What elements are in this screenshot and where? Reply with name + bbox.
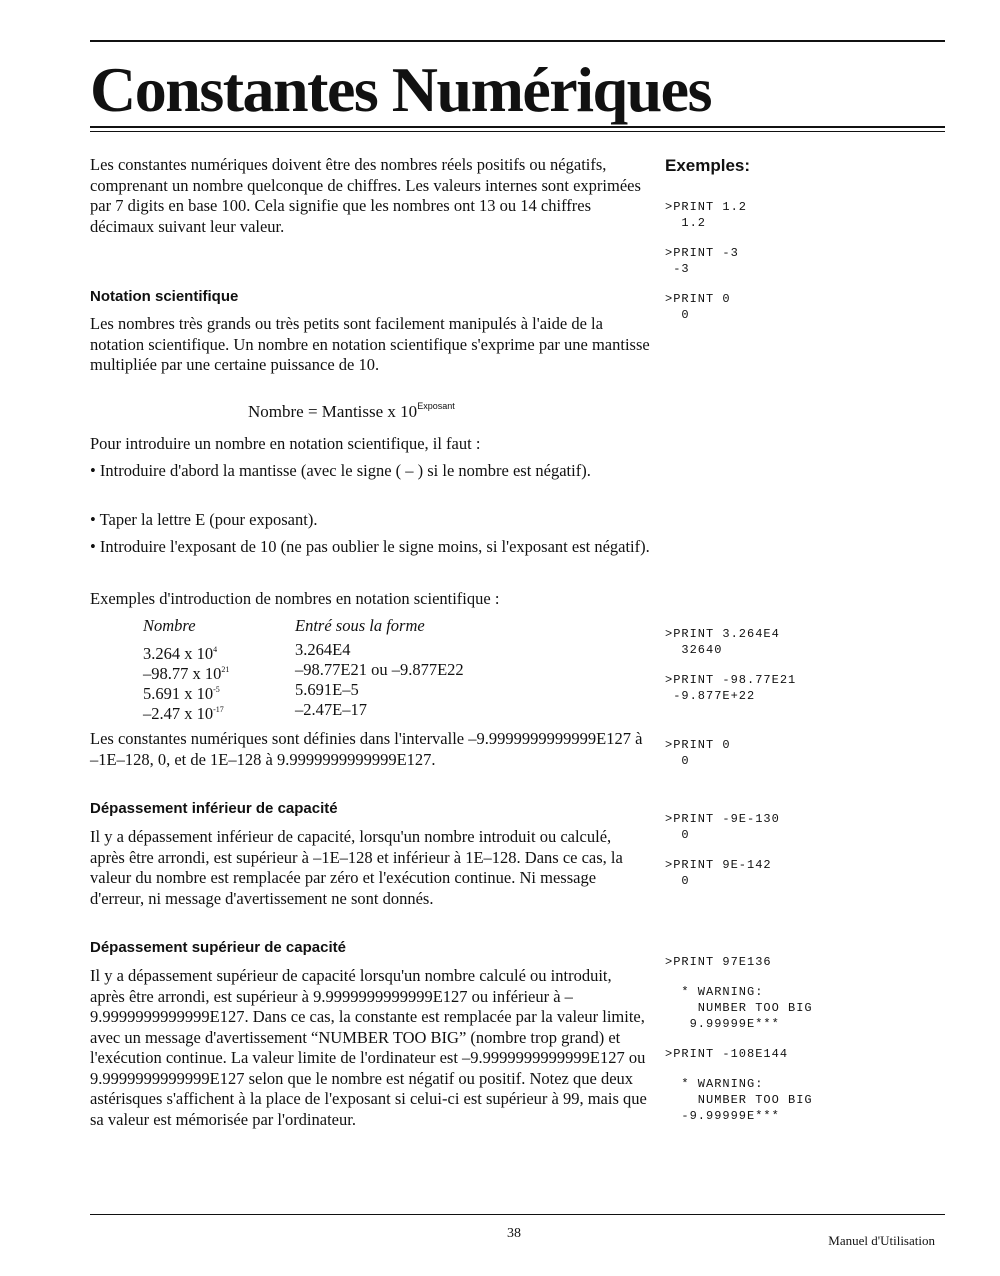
bottom-rule: [90, 1214, 945, 1215]
bullet-item: • Introduire d'abord la mantisse (avec le signe ( – ) si le nombre est négatif).: [90, 461, 591, 480]
page-number: 38: [507, 1226, 521, 1241]
overflow-text: Il y a dépassement supérieur de capacité lorsqu'un nombre calculé ou introduit, après être arrondi, est supérieur à 9.9999999999999E127 ou inférieur à –9.9999999999999E127. Dans ce cas, la constante est remplacée par la valeur limite, avec un message d'avertissement “NUMBER TOO BIG” (nombre trop grand) et l'exécution continue. La valeur limite de l'ordinateur est –9.9999999999999E127 ou 9.9999999999999E127 selon que le nombre est négatif ou positif. Notez que deux astérisques s'affichent à la place de l'exposant si celui-ci est supérieur à 99, mais que sa valeur est mémorisée par l'ordinateur.: [90, 966, 647, 1129]
table-cell-forme: 3.264E4: [295, 640, 351, 659]
page-title: Constantes Numériques: [90, 54, 711, 125]
sci-paragraph: [90, 314, 650, 376]
overflow-paragraph: [90, 966, 650, 1130]
title-rule-thick: [90, 126, 945, 128]
table-cell-forme: –2.47E–17: [295, 700, 367, 719]
heading-depassement-superieur: Dépassement supérieur de capacité: [90, 939, 346, 956]
code-example: >PRINT 9E-142 0: [665, 858, 772, 888]
code-example: * WARNING: NUMBER TOO BIG -9.99999E***: [681, 1077, 813, 1123]
code-example: >PRINT 0 0: [665, 292, 731, 322]
range-text: Les constantes numériques sont définies dans l'intervalle –9.9999999999999E127 à –1E–128, 0, et de 1E–128 à 9.9999999999999E127.: [90, 729, 643, 769]
table-cell-nombre: 5.691 x $10^{-5}$: [143, 684, 220, 703]
code-example: >PRINT 1.2 1.2: [665, 200, 748, 230]
top-rule: [90, 40, 945, 42]
intro-paragraph: [90, 155, 650, 237]
bullet-item: • Introduire l'exposant de 10 (ne pas oublier le signe moins, si l'exposant est négatif).: [90, 537, 650, 556]
notation-table: [143, 616, 563, 726]
code-example: >PRINT -98.77E21 -9.877E+22: [665, 673, 797, 703]
table-header-nombre: Nombre: [143, 616, 196, 635]
heading-notation-scientifique: Notation scientifique: [90, 288, 239, 305]
heading-depassement-inferieur: Dépassement inférieur de capacité: [90, 800, 338, 817]
code-example: >PRINT -3 -3: [665, 246, 739, 276]
underflow-text: Il y a dépassement inférieur de capacité, lorsqu'un nombre introduit ou calculé, après être arrondi, est supérieur à –1E–128 et inférieur à 1E–128. Dans ce cas, la valeur du nombre est remplacée par zéro et l'exécution continue. Ni message d'erreur, ni message d'avertissement ne sont donnés.: [90, 827, 623, 908]
formula-text: Nombre = Mantisse x 10: [248, 402, 418, 421]
code-example: >PRINT -108E144: [665, 1047, 789, 1061]
code-example: >PRINT -9E-130 0: [665, 812, 780, 842]
intro-text: Les constantes numériques doivent être des nombres réels positifs ou négatifs, comprenant un nombre quelconque de chiffres. Les valeurs internes sont exprimées par 7 digits en base 100. Cela signifie que les nombres ont 13 ou 14 chiffres décimaux suivant leur valeur.: [90, 155, 641, 236]
manual-name: Manuel d'Utilisation: [828, 1233, 935, 1248]
examples-intro-text: Exemples d'introduction de nombres en notation scientifique :: [90, 589, 500, 608]
formula-exponent: Exposant: [417, 401, 455, 411]
range-paragraph: [90, 729, 650, 770]
how-intro-text: Pour introduire un nombre en notation scientifique, il faut :: [90, 434, 481, 453]
underflow-paragraph: [90, 827, 650, 909]
code-example: >PRINT 0 0: [665, 738, 731, 768]
table-cell-nombre: –2.47 x $10^{-17}$: [143, 704, 224, 723]
code-example: * WARNING: NUMBER TOO BIG 9.99999E***: [681, 985, 813, 1031]
examples-intro: [90, 589, 650, 610]
table-cell-forme: 5.691E–5: [295, 680, 359, 699]
examples-heading: Exemples:: [665, 156, 751, 175]
table-header-forme: Entré sous la forme: [295, 616, 425, 635]
sci-text: Les nombres très grands ou très petits sont facilement manipulés à l'aide de la notation scientifique. Un nombre en notation scientifique s'exprime par une mantisse multipliée par une certaine puissance de 10.: [90, 314, 650, 374]
title-rule-thin: [90, 131, 945, 132]
how-intro: [90, 434, 650, 455]
table-cell-forme: –98.77E21 ou –9.877E22: [295, 660, 464, 679]
table-cell-nombre: –98.77 x $10^{21}$: [143, 664, 230, 683]
bullet-item: • Taper la lettre E (pour exposant).: [90, 510, 318, 529]
table-cell-nombre: 3.264 x $10^4$: [143, 644, 218, 663]
code-example: >PRINT 3.264E4 32640: [665, 627, 780, 657]
code-example: >PRINT 97E136: [665, 955, 772, 969]
formula: [248, 401, 455, 422]
